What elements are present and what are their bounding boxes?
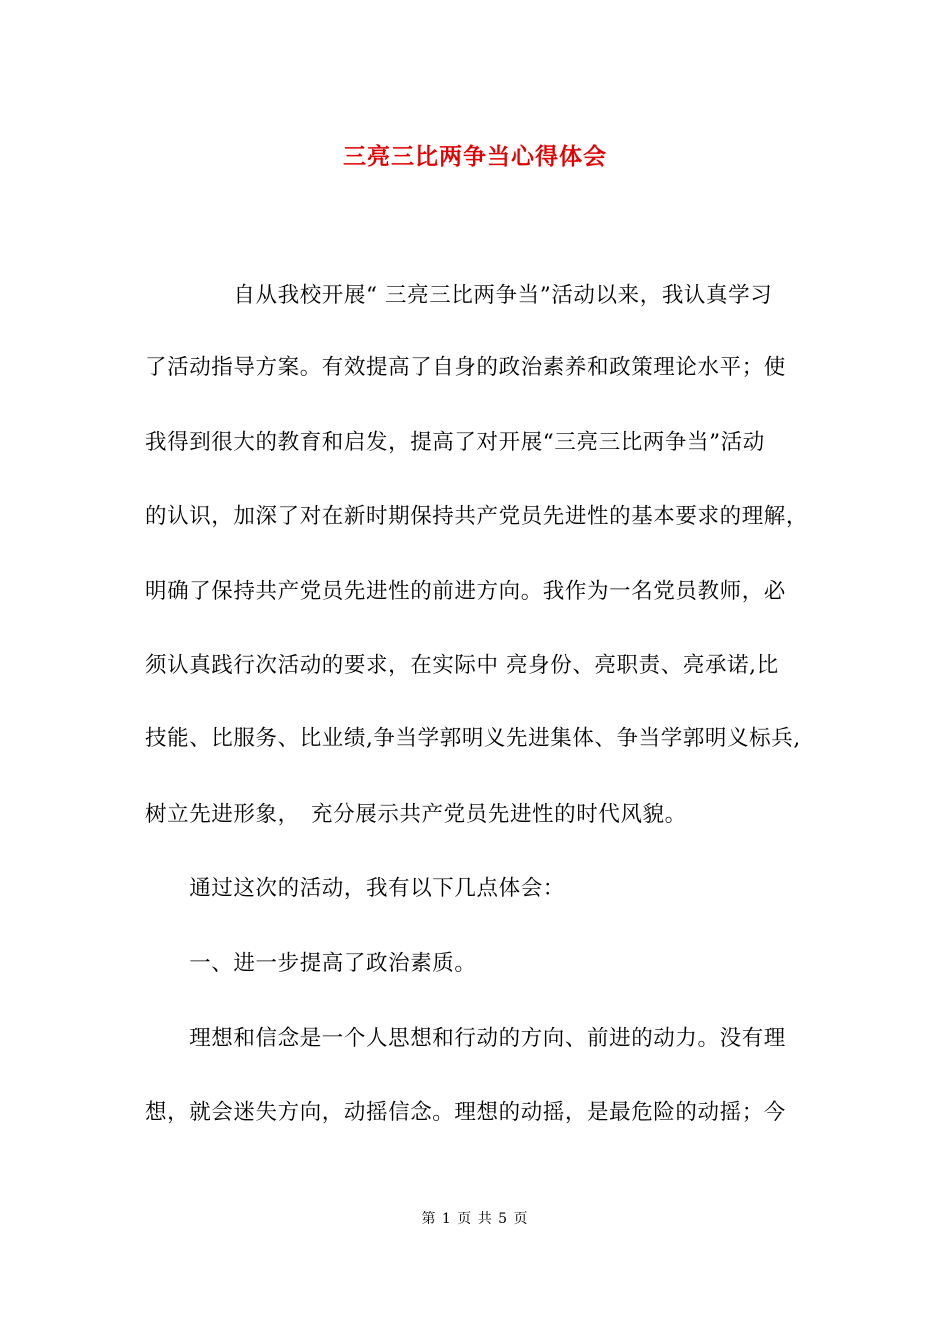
body-line-1: 自从我校开展“ 三亮三比两争当”活动以来，我认真学习 [145, 283, 773, 308]
body-line-4: 的认识，加深了对在新时期保持共产党员先进性的基本要求的理解， [145, 504, 809, 529]
body-line-10: 一、进一步提高了政治素质。 [145, 951, 477, 976]
body-line-2: 了活动指导方案。有效提高了自身的政治素养和政策理论水平；使 [145, 355, 786, 380]
body-line-12: 想，就会迷失方向，动摇信念。理想的动摇，是最危险的动摇；今 [145, 1100, 786, 1125]
body-line-11: 理想和信念是一个人思想和行动的方向、前进的动力。没有理 [145, 1026, 786, 1051]
body-line-7: 技能、比服务、比业绩,争当学郭明义先进集体、争当学郭明义标兵, [145, 726, 801, 751]
body-line-5: 明确了保持共产党员先进性的前进方向。我作为一名党员教师，必 [145, 579, 786, 604]
page-number-footer: 第 1 页 共 5 页 [421, 1211, 529, 1227]
body-line-3: 我得到很大的教育和启发，提高了对开展“三亮三比两争当”活动 [145, 430, 765, 455]
body-line-9: 通过这次的活动，我有以下几点体会： [145, 876, 565, 901]
body-line-6: 须认真践行次活动的要求，在实际中 亮身份、亮职责、亮承诺,比 [145, 653, 779, 678]
body-line-8: 树立先进形象， 充分展示共产党员先进性的时代风貌。 [145, 802, 687, 827]
document-title: 三亮三比两争当心得体会 [343, 143, 607, 170]
